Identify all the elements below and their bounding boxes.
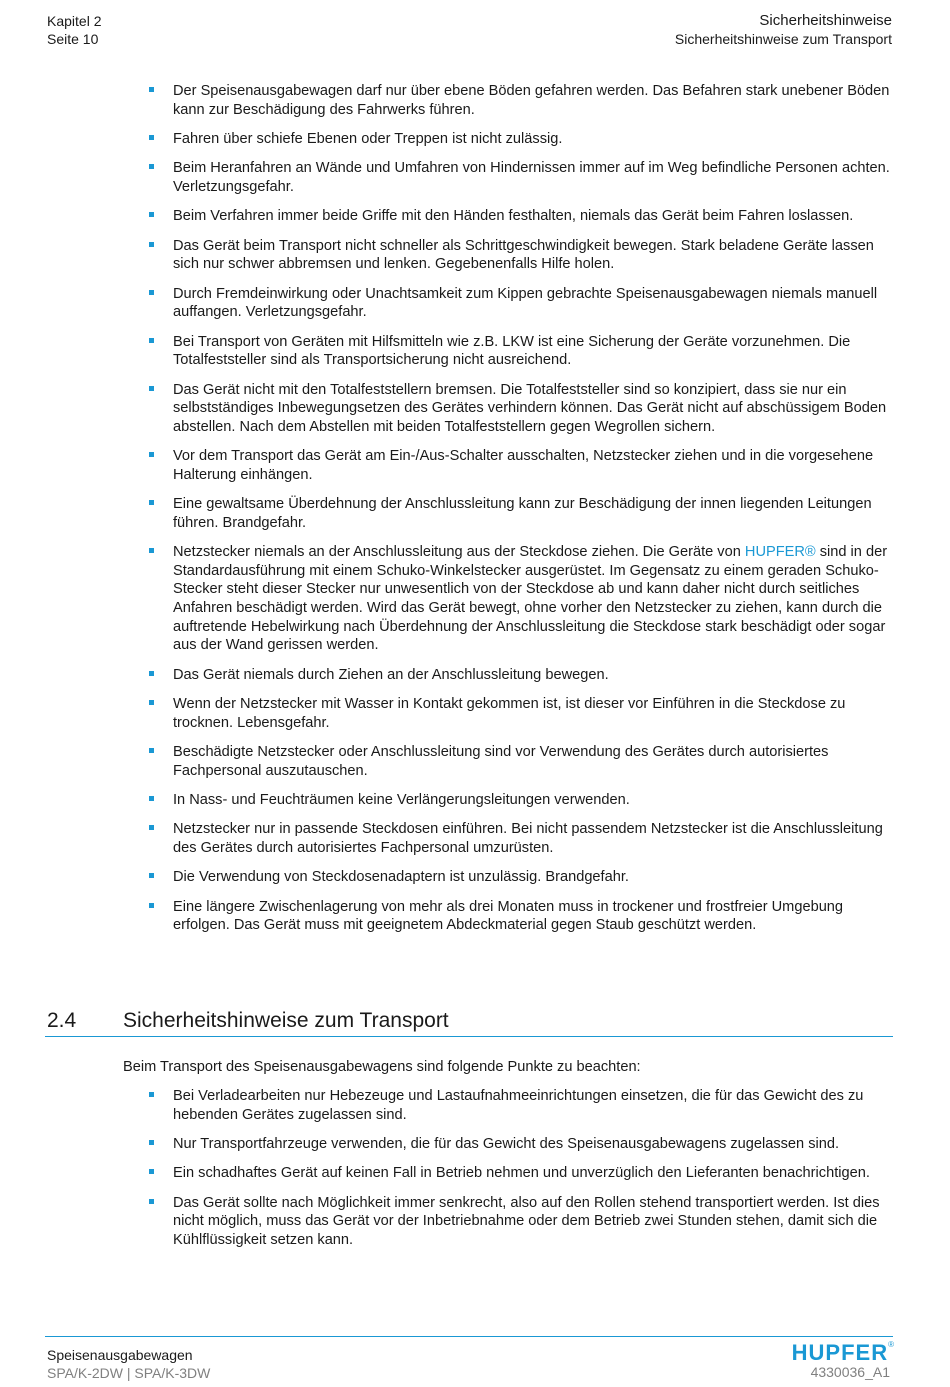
page-footer-left (47, 1346, 210, 1382)
bullet-icon (149, 386, 154, 391)
list-item: Vor dem Transport das Gerät am Ein-/Aus-Schalter ausschalten, Netzstecker ziehen und in die vorgesehene Halterung einhängen. (148, 447, 893, 484)
registered-mark: ® (888, 1340, 895, 1349)
bullet-icon (149, 1199, 154, 1204)
chapter-label: Kapitel 2 (47, 13, 102, 29)
hupfer-logo: HUPFER® (791, 1340, 895, 1365)
page-header-right (675, 12, 892, 48)
transport-list (148, 1087, 893, 1260)
section-heading (45, 1008, 893, 1037)
bullet-icon (149, 164, 154, 169)
list-item: Die Verwendung von Steckdosenadaptern ist unzulässig. Brandgefahr. (148, 868, 893, 887)
list-item: Ein schadhaftes Gerät auf keinen Fall in Betrieb nehmen und unverzüglich den Lieferanten benachrichtigen. (148, 1164, 893, 1183)
bullet-icon (149, 748, 154, 753)
bullet-icon (149, 1092, 154, 1097)
bullet-icon (149, 903, 154, 908)
bullet-icon (149, 135, 154, 140)
bullet-icon (149, 700, 154, 705)
list-item: Beim Verfahren immer beide Griffe mit den Händen festhalten, niemals das Gerät beim Fahren loslassen. (148, 207, 893, 226)
bullet-icon (149, 242, 154, 247)
product-name: Speisenausgabewagen (47, 1347, 193, 1363)
bullet-icon (149, 671, 154, 676)
page-number: Seite 10 (47, 31, 99, 47)
header-title: Sicherheitshinweise (759, 12, 892, 29)
list-item: Eine gewaltsame Überdehnung der Anschlussleitung kann zur Beschädigung der innen liegenden Leitungen führen. Brandgefahr. (148, 495, 893, 532)
list-item: Bei Transport von Geräten mit Hilfsmitteln wie z.B. LKW ist eine Sicherung der Geräte vorzunehmen. Die Totalfeststeller sind als Transportsicherung nicht ausreichend. (148, 333, 893, 370)
safety-list (148, 82, 893, 946)
bullet-icon (149, 1169, 154, 1174)
list-item: Das Gerät niemals durch Ziehen an der Anschlussleitung bewegen. (148, 666, 893, 685)
list-item: Der Speisenausgabewagen darf nur über ebene Böden gefahren werden. Das Befahren stark unebener Böden kann zur Beschädigung des Fahrwerks führen. (148, 82, 893, 119)
bullet-icon (149, 452, 154, 457)
list-item: Nur Transportfahrzeuge verwenden, die für das Gewicht des Speisenausgabewagens zugelassen sind. (148, 1135, 893, 1154)
bullet-icon (149, 500, 154, 505)
header-subtitle: Sicherheitshinweise zum Transport (674, 31, 892, 47)
bullet-icon (149, 873, 154, 878)
list-item: Beschädigte Netzstecker oder Anschlussleitung sind vor Verwendung des Gerätes durch autorisiertes Fachpersonal auszutauschen. (148, 743, 893, 780)
list-item: Beim Heranfahren an Wände und Umfahren von Hindernissen immer auf im Weg befindliche Personen achten. Verletzungsgefahr. (148, 159, 893, 196)
bullet-icon (149, 548, 154, 553)
bullet-icon (149, 212, 154, 217)
footer-divider (45, 1336, 893, 1337)
list-item: Netzstecker nur in passende Steckdosen einführen. Bei nicht passendem Netzstecker ist die Anschlussleitung des Gerätes durch autorisiertes Fachpersonal umzurüsten. (148, 820, 893, 857)
list-item: Eine längere Zwischenlagerung von mehr als drei Monaten muss in trockener und frostfreier Umgebung erfolgen. Das Gerät muss mit geeignetem Abdeckmaterial gegen Staub geschützt werden. (148, 898, 893, 935)
bullet-icon (149, 87, 154, 92)
section-intro: Beim Transport des Speisenausgabewagens sind folgende Punkte zu beachten: (123, 1059, 641, 1075)
section-number: 2.4 (47, 1009, 77, 1032)
bullet-icon (149, 825, 154, 830)
list-item: Durch Fremdeinwirkung oder Unachtsamkeit zum Kippen gebrachte Speisenausgabewagen niemals manuell auffangen. Verletzungsgefahr. (148, 285, 893, 322)
brand-name: HUPFER® (744, 544, 816, 561)
bullet-icon (149, 290, 154, 295)
list-item: Das Gerät beim Transport nicht schneller als Schrittgeschwindigkeit bewegen. Stark beladene Geräte lassen sich nur schwer abbremsen und lenken. Gegebenenfalls Hilfe holen. (148, 237, 893, 274)
list-item: Netzstecker niemals an der Anschlussleitung aus der Steckdose ziehen. Die Geräte von HUPFER® sind in der Standardausführung mit einem Schuko-Winkelstecker ausgerüstet. Im Gegensatz zu einem geraden Schuko-Stecker steht dieser Stecker nur unwesentlich von der Steckdose ab und kann daher nicht durch seitliches Anfahren beschädigt werden. Wird das Gerät bewegt, ohne vorher den Netzstecker zu ziehen, kann durch die auftretende Hebelwirkung nach Überdehnung der Anschlussleitung die Steckdose stark beschädigt oder sogar aus der Wand gerissen werden. (148, 543, 893, 655)
list-item: Bei Verladearbeiten nur Hebezeuge und Lastaufnahmeeinrichtungen einsetzen, die für das Gewicht des zu hebenden Gerätes zugelassen sind. (148, 1087, 893, 1124)
bullet-icon (149, 1140, 154, 1145)
bullet-icon (149, 796, 154, 801)
list-item: Das Gerät sollte nach Möglichkeit immer senkrecht, also auf den Rollen stehend transportiert werden. Ist dies nicht möglich, muss das Gerät vor der Inbetriebnahme oder dem Betrieb zwei Stunden stehen, damit sich die Kühlflüssigkeit setzen kann. (148, 1194, 893, 1250)
list-item: Das Gerät nicht mit den Totalfeststellern bremsen. Die Totalfeststeller sind so konzipiert, dass sie nur ein selbstständiges Inbewegungsetzen des Gerätes verhindern können. Das Gerät nicht auf abschüssigem Boden abstellen. Nach dem Abstellen mit beiden Totalfeststellern gegen Wegrollen sichern. (148, 381, 893, 437)
list-item: Fahren über schiefe Ebenen oder Treppen ist nicht zulässig. (148, 130, 893, 149)
bullet-icon (149, 338, 154, 343)
page-header-left (47, 12, 101, 48)
list-item: Wenn der Netzstecker mit Wasser in Kontakt gekommen ist, ist dieser vor Einführen in die Steckdose zu trocknen. Lebensgefahr. (148, 695, 893, 732)
list-item: In Nass- und Feuchträumen keine Verlängerungsleitungen verwenden. (148, 791, 893, 810)
model-numbers: SPA/K-2DW | SPA/K-3DW (47, 1365, 211, 1381)
section-title: Sicherheitshinweise zum Transport (123, 1009, 449, 1032)
document-code: 4330036_A1 (810, 1364, 890, 1380)
